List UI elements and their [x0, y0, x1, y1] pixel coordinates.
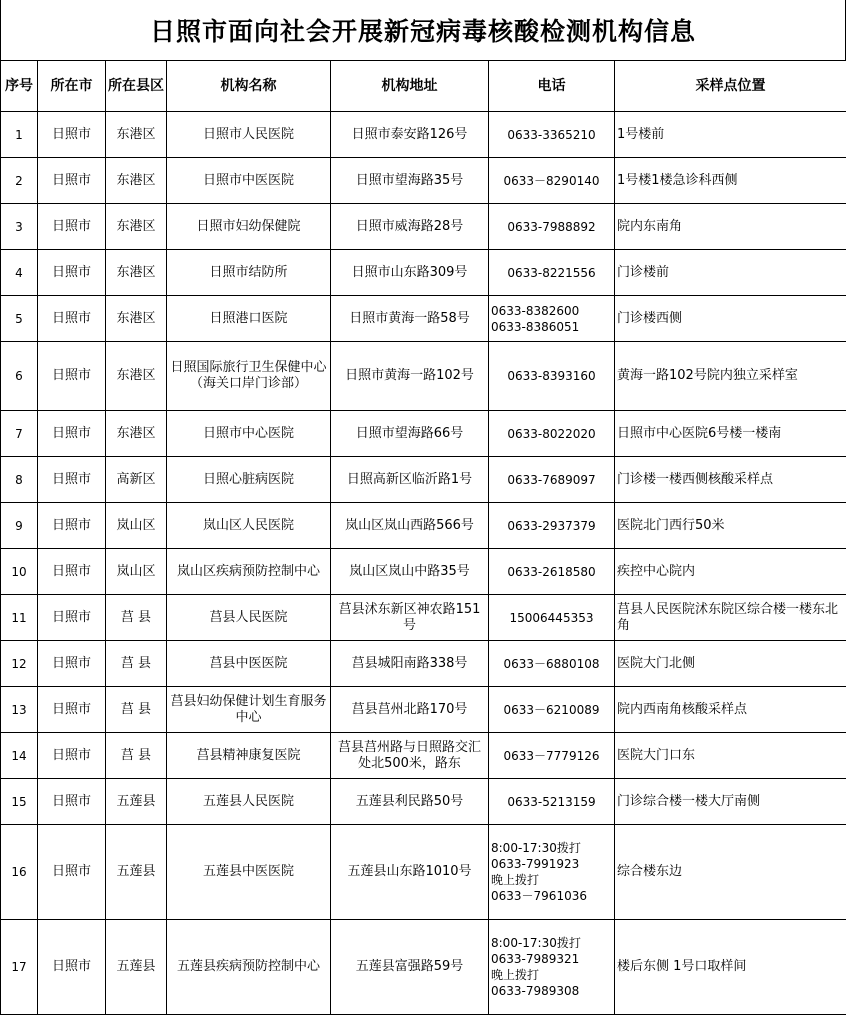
header-cell-no: 序号	[1, 61, 38, 112]
cell-name: 日照港口医院	[167, 296, 331, 342]
cell-no: 10	[1, 549, 38, 595]
cell-city: 日照市	[38, 779, 106, 825]
cell-district: 五莲县	[106, 920, 167, 1015]
table-row	[1, 158, 846, 204]
cell-name: 莒县妇幼保健计划生育服务中心	[167, 687, 331, 733]
cell-district: 五莲县	[106, 779, 167, 825]
header-cell-site: 采样点位置	[615, 61, 846, 112]
cell-city: 日照市	[38, 549, 106, 595]
table-row	[1, 296, 846, 342]
cell-district: 东港区	[106, 112, 167, 158]
cell-name: 日照心脏病医院	[167, 457, 331, 503]
cell-no: 17	[1, 920, 38, 1015]
cell-name: 日照市妇幼保健院	[167, 204, 331, 250]
cell-phone: 0633－6880108	[489, 641, 615, 687]
table-row	[1, 549, 846, 595]
cell-city: 日照市	[38, 204, 106, 250]
cell-site: 门诊楼西侧	[615, 296, 846, 342]
cell-site: 1号楼前	[615, 112, 846, 158]
cell-site: 楼后东侧 1号口取样间	[615, 920, 846, 1015]
cell-no: 16	[1, 825, 38, 920]
cell-city: 日照市	[38, 687, 106, 733]
table-row	[1, 779, 846, 825]
cell-site: 医院大门北侧	[615, 641, 846, 687]
cell-site: 门诊楼一楼西侧核酸采样点	[615, 457, 846, 503]
cell-name: 五莲县中医医院	[167, 825, 331, 920]
cell-no: 13	[1, 687, 38, 733]
cell-site: 黄海一路102号院内独立采样室	[615, 342, 846, 411]
cell-address: 五莲县山东路1010号	[331, 825, 489, 920]
cell-no: 7	[1, 411, 38, 457]
cell-name: 岚山区疾病预防控制中心	[167, 549, 331, 595]
cell-name: 日照市中医医院	[167, 158, 331, 204]
cell-address: 莒县莒州路与日照路交汇处北500米，路东	[331, 733, 489, 779]
cell-address: 日照市泰安路126号	[331, 112, 489, 158]
cell-city: 日照市	[38, 920, 106, 1015]
cell-city: 日照市	[38, 112, 106, 158]
cell-address: 莒县莒州北路170号	[331, 687, 489, 733]
cell-no: 1	[1, 112, 38, 158]
cell-district: 东港区	[106, 342, 167, 411]
cell-no: 8	[1, 457, 38, 503]
cell-no: 5	[1, 296, 38, 342]
cell-site: 1号楼1楼急诊科西侧	[615, 158, 846, 204]
cell-site: 莒县人民医院沭东院区综合楼一楼东北角	[615, 595, 846, 641]
cell-phone: 0633－6210089	[489, 687, 615, 733]
cell-phone: 0633-8022020	[489, 411, 615, 457]
cell-phone: 0633-5213159	[489, 779, 615, 825]
cell-no: 3	[1, 204, 38, 250]
cell-address: 日照高新区临沂路1号	[331, 457, 489, 503]
cell-district: 东港区	[106, 158, 167, 204]
cell-city: 日照市	[38, 641, 106, 687]
table-row	[1, 457, 846, 503]
cell-name: 岚山区人民医院	[167, 503, 331, 549]
cell-name: 莒县人民医院	[167, 595, 331, 641]
cell-address: 五莲县利民路50号	[331, 779, 489, 825]
cell-district: 岚山区	[106, 549, 167, 595]
cell-name: 日照市中心医院	[167, 411, 331, 457]
cell-phone: 0633-3365210	[489, 112, 615, 158]
table-row	[1, 204, 846, 250]
institution-table	[0, 60, 846, 1015]
cell-address: 莒县城阳南路338号	[331, 641, 489, 687]
table-row	[1, 687, 846, 733]
cell-site: 门诊楼前	[615, 250, 846, 296]
cell-name: 日照国际旅行卫生保健中心（海关口岸门诊部）	[167, 342, 331, 411]
header-cell-phone: 电话	[489, 61, 615, 112]
cell-district: 莒 县	[106, 641, 167, 687]
cell-address: 莒县沭东新区神农路151号	[331, 595, 489, 641]
cell-site: 医院大门口东	[615, 733, 846, 779]
cell-site: 疾控中心院内	[615, 549, 846, 595]
cell-address: 日照市威海路28号	[331, 204, 489, 250]
table-row	[1, 641, 846, 687]
cell-phone: 0633-2618580	[489, 549, 615, 595]
cell-no: 4	[1, 250, 38, 296]
cell-name: 日照市人民医院	[167, 112, 331, 158]
cell-no: 14	[1, 733, 38, 779]
cell-district: 东港区	[106, 204, 167, 250]
cell-address: 岚山区岚山西路566号	[331, 503, 489, 549]
cell-site: 院内东南角	[615, 204, 846, 250]
cell-phone: 0633-8382600 0633-8386051	[489, 296, 615, 342]
cell-phone: 8:00-17:30拨打 0633-7991923 晚上拨打 0633－7961036	[489, 825, 615, 920]
header-cell-district: 所在县区	[106, 61, 167, 112]
cell-site: 综合楼东边	[615, 825, 846, 920]
cell-city: 日照市	[38, 250, 106, 296]
cell-phone: 0633-8393160	[489, 342, 615, 411]
cell-address: 日照市望海路66号	[331, 411, 489, 457]
cell-district: 东港区	[106, 411, 167, 457]
cell-site: 院内西南角核酸采样点	[615, 687, 846, 733]
cell-address: 日照市望海路35号	[331, 158, 489, 204]
header-cell-name: 机构名称	[167, 61, 331, 112]
table-row	[1, 920, 846, 1015]
cell-no: 12	[1, 641, 38, 687]
cell-district: 莒 县	[106, 687, 167, 733]
cell-name: 五莲县疾病预防控制中心	[167, 920, 331, 1015]
cell-phone: 0633-2937379	[489, 503, 615, 549]
cell-phone: 0633－8290140	[489, 158, 615, 204]
cell-phone: 8:00-17:30拨打 0633-7989321 晚上拨打 0633-7989308	[489, 920, 615, 1015]
cell-city: 日照市	[38, 158, 106, 204]
cell-site: 日照市中心医院6号楼一楼南	[615, 411, 846, 457]
cell-phone: 0633-7988892	[489, 204, 615, 250]
cell-district: 高新区	[106, 457, 167, 503]
cell-address: 日照市山东路309号	[331, 250, 489, 296]
cell-district: 岚山区	[106, 503, 167, 549]
header-cell-city: 所在市	[38, 61, 106, 112]
cell-district: 东港区	[106, 296, 167, 342]
cell-name: 五莲县人民医院	[167, 779, 331, 825]
cell-city: 日照市	[38, 296, 106, 342]
header-row	[1, 61, 846, 112]
cell-city: 日照市	[38, 342, 106, 411]
cell-no: 11	[1, 595, 38, 641]
cell-phone: 0633-8221556	[489, 250, 615, 296]
cell-site: 医院北门西行50米	[615, 503, 846, 549]
cell-no: 6	[1, 342, 38, 411]
cell-phone: 0633-7689097	[489, 457, 615, 503]
table-row	[1, 411, 846, 457]
cell-phone: 0633－7779126	[489, 733, 615, 779]
table-row	[1, 825, 846, 920]
cell-address: 五莲县富强路59号	[331, 920, 489, 1015]
cell-city: 日照市	[38, 503, 106, 549]
cell-name: 莒县精神康复医院	[167, 733, 331, 779]
cell-district: 东港区	[106, 250, 167, 296]
table-row	[1, 342, 846, 411]
table-row	[1, 250, 846, 296]
cell-name: 莒县中医医院	[167, 641, 331, 687]
page-title: 日照市面向社会开展新冠病毒核酸检测机构信息	[0, 0, 846, 60]
cell-address: 岚山区岚山中路35号	[331, 549, 489, 595]
cell-district: 莒 县	[106, 733, 167, 779]
cell-district: 五莲县	[106, 825, 167, 920]
cell-name: 日照市结防所	[167, 250, 331, 296]
cell-city: 日照市	[38, 825, 106, 920]
cell-no: 9	[1, 503, 38, 549]
cell-address: 日照市黄海一路58号	[331, 296, 489, 342]
cell-address: 日照市黄海一路102号	[331, 342, 489, 411]
cell-city: 日照市	[38, 733, 106, 779]
cell-city: 日照市	[38, 595, 106, 641]
table-row	[1, 595, 846, 641]
table-row	[1, 503, 846, 549]
header-cell-address: 机构地址	[331, 61, 489, 112]
cell-no: 2	[1, 158, 38, 204]
cell-city: 日照市	[38, 457, 106, 503]
cell-site: 门诊综合楼一楼大厅南侧	[615, 779, 846, 825]
cell-phone: 15006445353	[489, 595, 615, 641]
cell-no: 15	[1, 779, 38, 825]
table-row	[1, 733, 846, 779]
cell-district: 莒 县	[106, 595, 167, 641]
cell-city: 日照市	[38, 411, 106, 457]
table-row	[1, 112, 846, 158]
